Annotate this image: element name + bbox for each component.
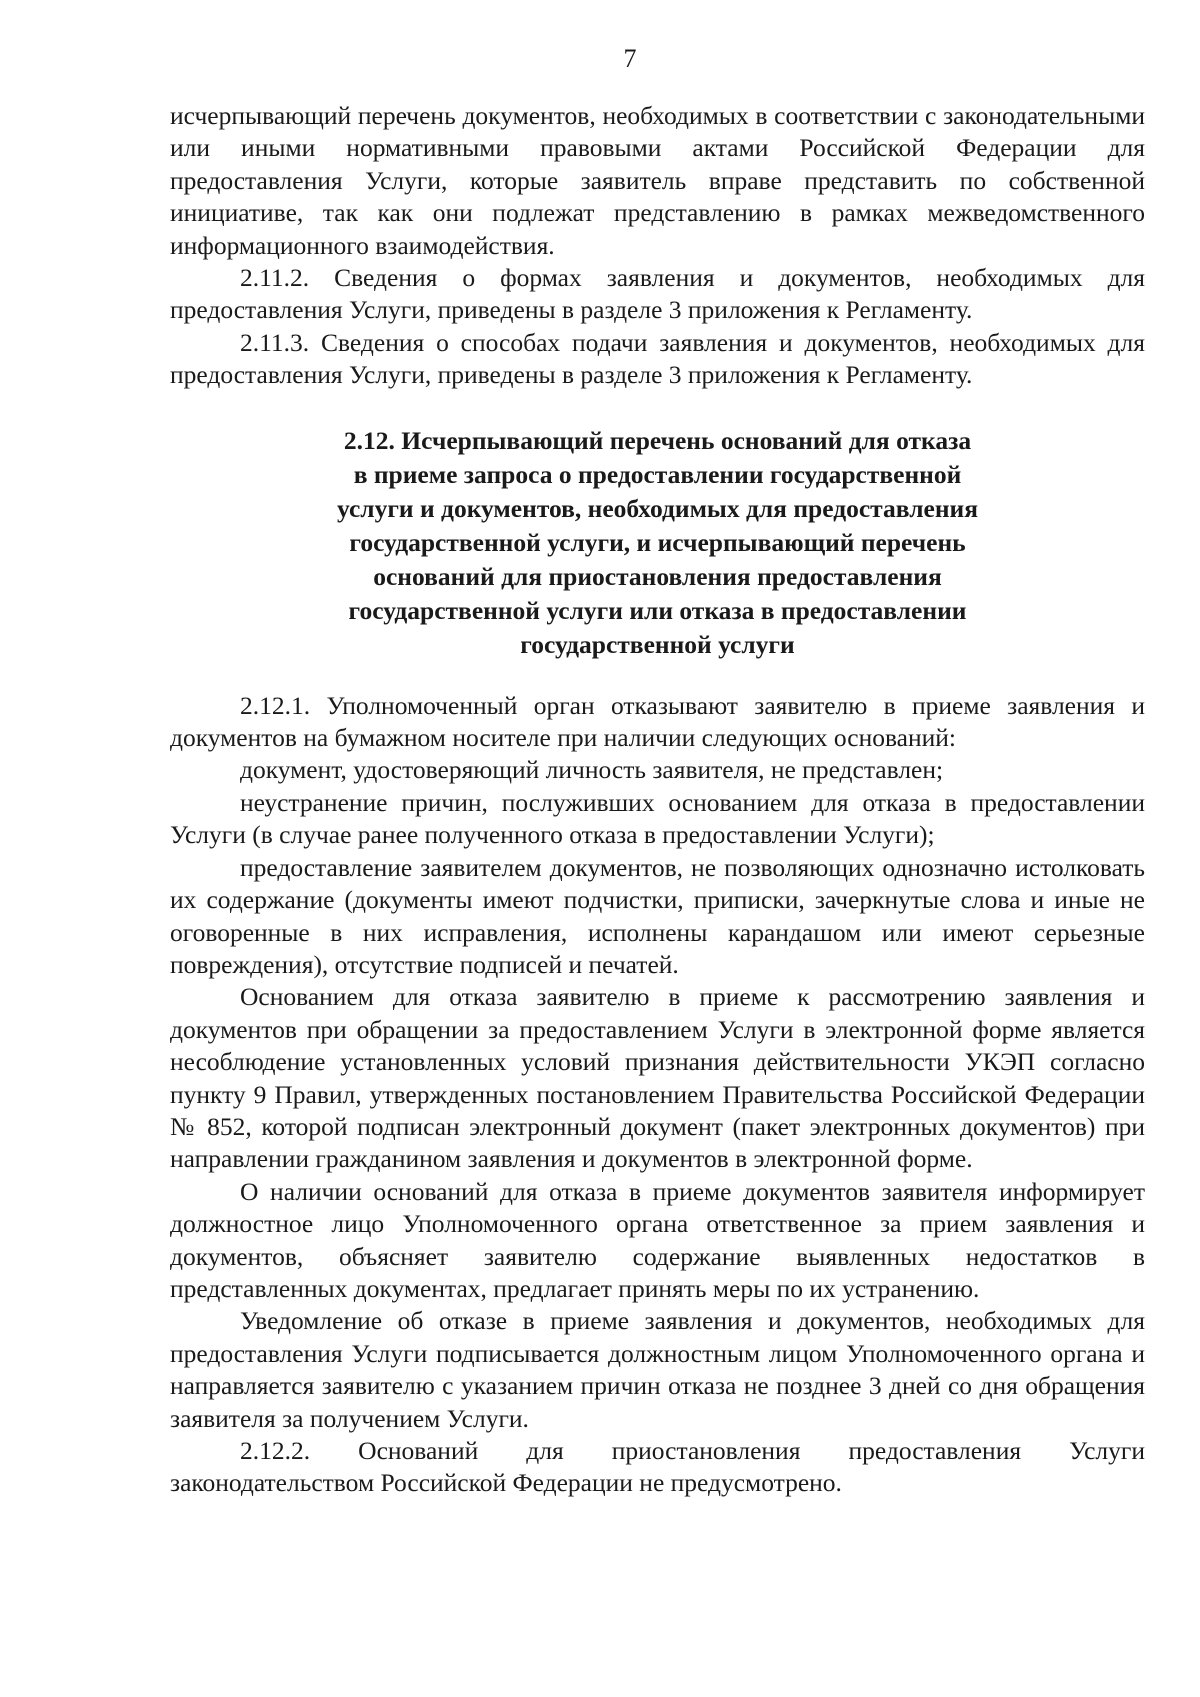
paragraph-continuation: исчерпывающий перечень документов, необходимых в соответствии с законодательными или иными нормативными правовыми актами Российской Федерации для предоставления Услуги, которые заявитель вправе представить по собственной инициативе, так как они подлежат представлению в рамках межведомственного информационного взаимодействия. <box>170 101 1145 260</box>
document-body <box>170 100 1145 1500</box>
list-item-ambiguous-documents: предоставление заявителем документов, не позволяющих однозначно истолковать их содержание (документы имеют подчистки, приписки, зачеркнутые слова и иные не оговоренные в них исправления, исполнены карандашом или имеют серьезные повреждения), отсутствие подписей и печатей. <box>170 852 1145 979</box>
list-item-identity-document: документ, удостоверяющий личность заявителя, не представлен; <box>240 755 944 785</box>
heading-line: 2.12. Исчерпывающий перечень оснований для отказа <box>343 425 972 455</box>
paragraph-informing: О наличии оснований для отказа в приеме документов заявителя информирует должностное лицо Уполномоченного органа ответственное за прием заявления и документов, объясняет заявителю содержание выявленных недостатков в представленных документах, предлагает принять меры по их устранению. <box>170 1176 1145 1303</box>
heading-line: государственной услуги, и исчерпывающий перечень <box>349 527 966 557</box>
section-heading-2-12 <box>170 424 1145 662</box>
paragraph-2-11-2: 2.11.2. Сведения о формах заявления и документов, необходимых для предоставления Услуги, приведены в разделе 3 приложения к Регламенту. <box>170 263 1145 325</box>
heading-line: государственной услуги <box>520 629 795 659</box>
heading-line: оснований для приостановления предоставления <box>373 561 942 591</box>
heading-line: в приеме запроса о предоставлении государственной <box>353 459 962 489</box>
paragraph-2-12-1: 2.12.1. Уполномоченный орган отказывают заявителю в приеме заявления и документов на бумажном носителе при наличии следующих оснований: <box>170 690 1145 753</box>
heading-line: государственной услуги или отказа в предоставлении <box>348 595 967 625</box>
page-number: 7 <box>623 44 637 73</box>
paragraph-electronic-refusal: Основанием для отказа заявителю в приеме к рассмотрению заявления и документов при обращении за предоставлением Услуги в электронной форме является несоблюдение установленных условий признания действительности УКЭП согласно пункту 9 Правил, утвержденных постановлением Правительства Российской Федерации № 852, которой подписан электронный документ (пакет электронных документов) при направлении гражданином заявления и документов в электронной форме. <box>170 982 1145 1174</box>
list-item-unresolved-reasons: неустранение причин, послуживших основанием для отказа в предоставлении Услуги (в случае ранее полученного отказа в предоставлении Услуги); <box>170 787 1145 850</box>
paragraph-2-12-2: 2.12.2. Оснований для приостановления предоставления Услуги законодательством Российской Федерации не предусмотрено. <box>170 1436 1145 1498</box>
paragraph-refusal-notice: Уведомление об отказе в приеме заявления и документов, необходимых для предоставления Услуги подписывается должностным лицом Уполномоченного органа и направляется заявителю с указанием причин отказа не позднее 3 дней со дня обращения заявителя за получением Услуги. <box>170 1306 1145 1433</box>
heading-line: услуги и документов, необходимых для предоставления <box>336 493 978 523</box>
paragraph-2-11-3: 2.11.3. Сведения о способах подачи заявления и документов, необходимых для предоставления Услуги, приведены в разделе 3 приложения к Регламенту. <box>170 327 1145 390</box>
